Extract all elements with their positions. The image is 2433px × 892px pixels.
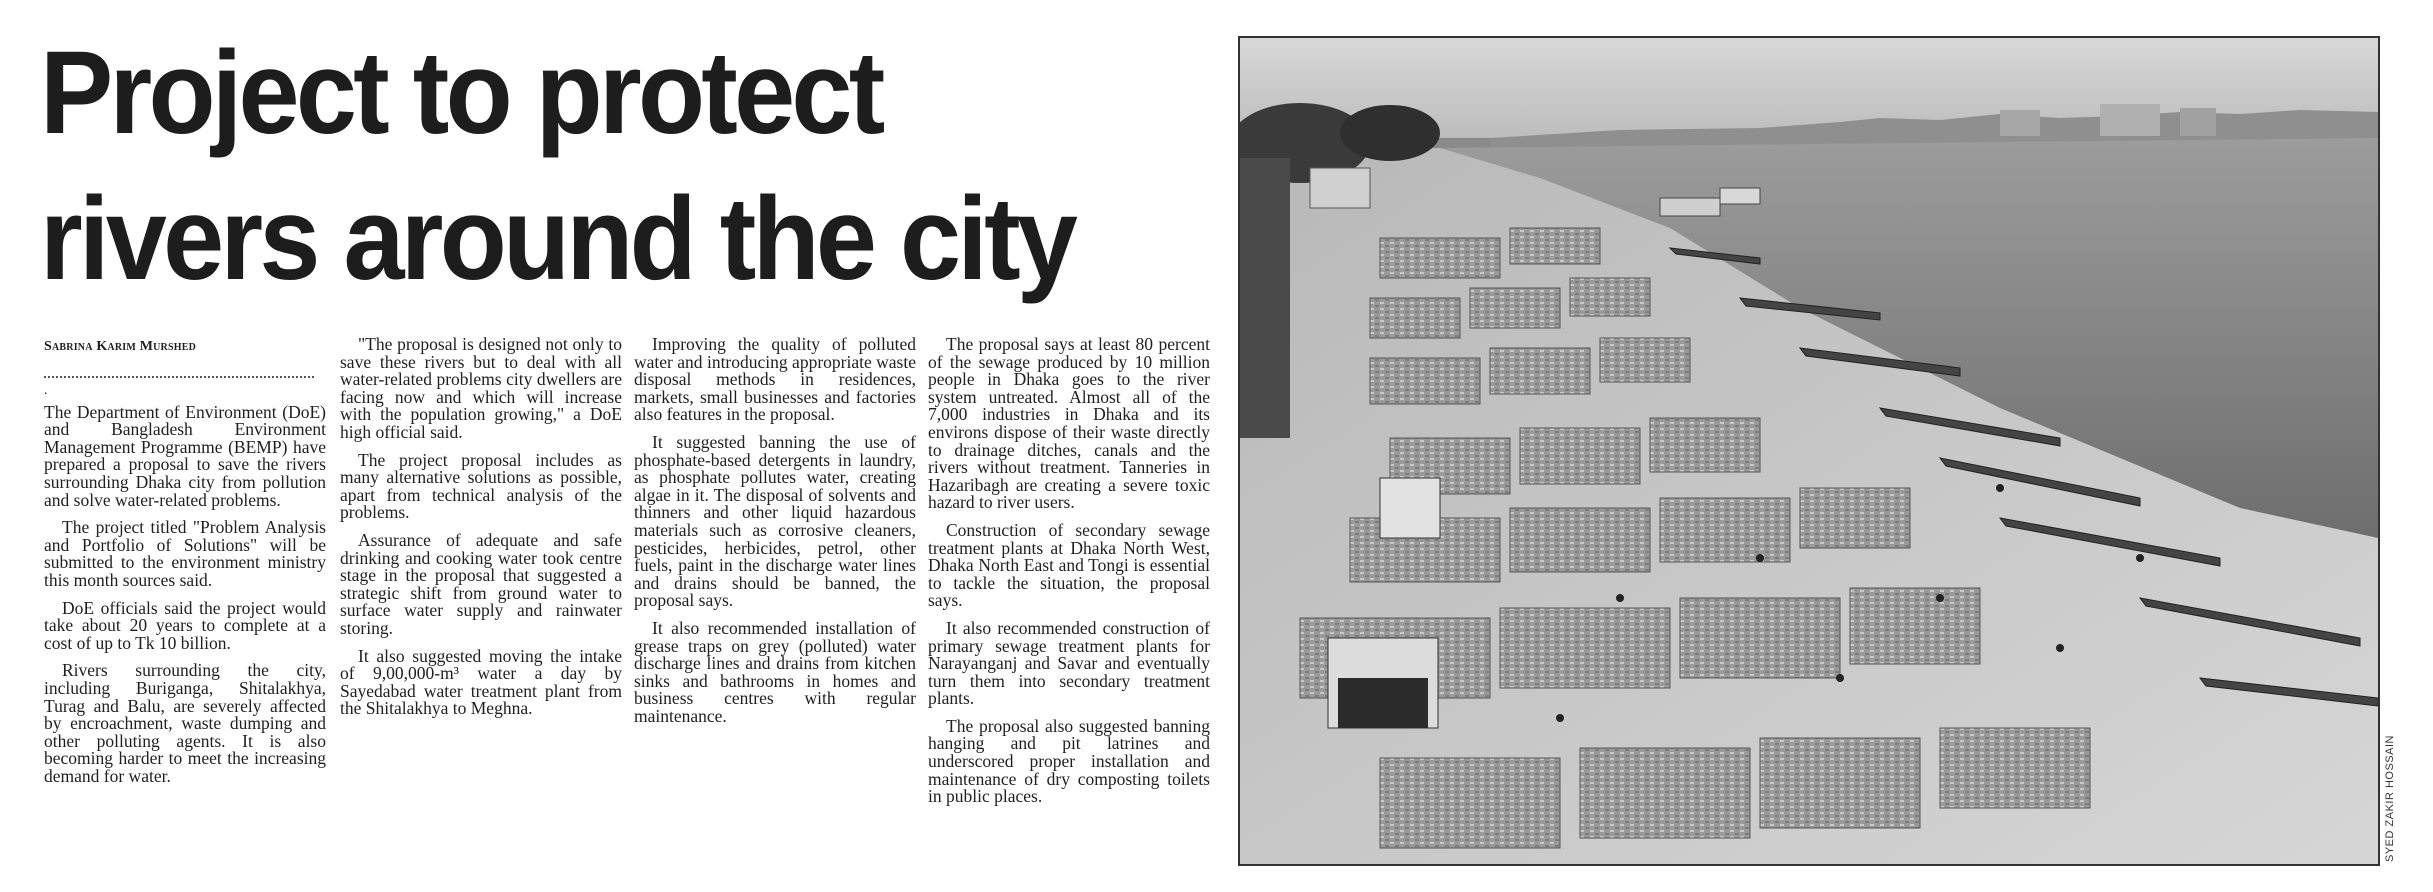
paragraph: Assurance of adequate and safe drinking and cooking water took centre stage in the proposal that suggested a strategic shift from ground water to surface water supply and rainwater storing. [340,529,622,638]
paragraph: "The proposal is designed not only to save these rivers but to deal with all water-related problems city dwellers are facing now and which will increase with the population growing," a DoE high official said. [340,334,622,442]
paragraph: It suggested banning the use of phosphate-based detergents in laundry, as phosphate pollutes water, creating algae in it. The disposal of solvents and thinners and other liquid hazardous materials such as corrosive cleaners, pesticides, herbicides, petrol, other fuels, paint in the discharge water lines and drains should be banned, the proposal says. [634,431,916,611]
article-column-3 [634,336,916,735]
article-column-4 [928,336,1210,816]
byline-divider [44,368,314,378]
paragraph: The proposal also suggested banning hanging and pit latrines and underscored proper installation and maintenance of dry composting toilets in public places. [928,715,1210,807]
photo-credit: SYED ZAKIR HOSSAIN [2384,735,2396,862]
headline: Project to protect rivers around the city [40,27,1075,305]
paragraph: The project titled "Problem Analysis and Portfolio of Solutions" will be submitted to the environment ministry this month sources said. [44,517,326,590]
paragraph: It also recommended installation of grease traps on grey (polluted) water discharge lines and drains from kitchen sinks and bathrooms in homes and business centres with regular maintenance. [634,617,916,726]
paragraph: Improving the quality of polluted water and introducing appropriate waste disposal methods in residences, markets, small businesses and factories also features in the proposal. [634,334,916,425]
paragraph: The project proposal includes as many alternative solutions as possible, apart from technical analysis of the problems. [340,449,622,523]
paragraph: Construction of secondary sewage treatment plants at Dhaka North West, Dhaka North East and Tongi is essential to tackle the situation, the proposal says. [928,519,1210,611]
byline: Sabrina Karim Murshed [44,339,196,354]
paragraph: Rivers surrounding the city, including Buriganga, Shitalakhya, Turag and Balu, are severely affected by encroachment, waste dumping and other polluting agents. It is also becoming harder to meet the increasing demand for water. [44,660,326,786]
paragraph: The Department of Environment (DoE) and Bangladesh Environment Management Programme (BEMP) have prepared a proposal to save the rivers surrounding Dhaka city from pollution and solve water-related problems. [44,401,326,510]
paragraph: It also recommended construction of primary sewage treatment plants for Narayanganj and Savar and eventually turn them into secondary treatment plants. [928,617,1210,709]
river-photo [1238,36,2380,866]
paragraph: DoE officials said the project would take about 20 years to complete at a cost of up to Tk 10 billion. [44,597,326,653]
riverbank-brickyard-image [1240,38,2378,864]
divider-dot: . [44,382,48,398]
article-column-2 [340,336,622,728]
article-column-1 [44,338,326,795]
paragraph: The proposal says at least 80 percent of the sewage produced by 10 million people in Dhaka goes to the river system untreated. Almost all of the 7,000 industries in Dhaka and its environs dispose of their waste directly to drainage ditches, canals and the rivers without treatment. Tanneries in Hazaribagh are creating a severe toxic hazard to river users. [928,334,1210,513]
paragraph: It also suggested moving the intake of 9,00,000-m³ water a day by Sayedabad water treatment plant from the Shitalakhya to Meghna. [340,645,622,719]
